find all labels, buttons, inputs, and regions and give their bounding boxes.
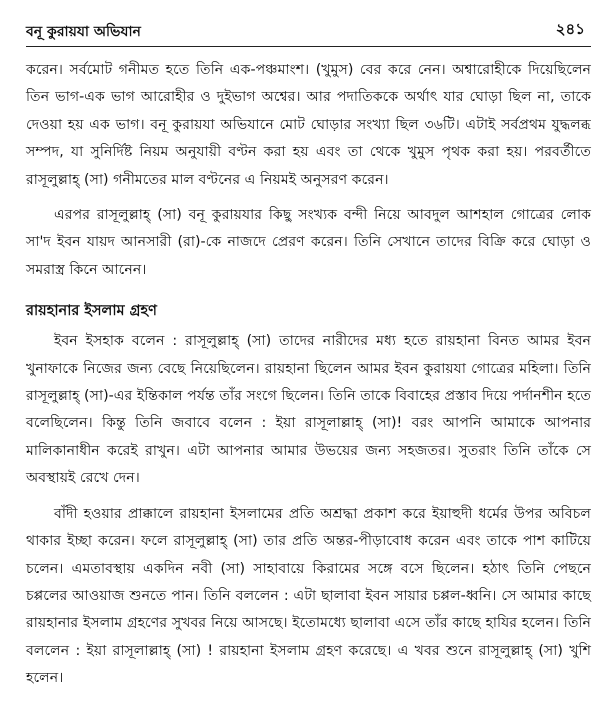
paragraph-1: করেন। সর্বমোট গনীমত হতে তিনি এক-পঞ্চমাংশ। (খুমুস) বের করে নেন। অশ্বারোহীকে দিয়েছিলেন তিন ভাগ-এক ভাগ আরোহীর ও দুইভাগ অশ্বের। আর পদাতিককে অর্থাৎ যার ঘোড়া ছিল না, তাকে দেওয়া হয় এক ভাগ। বনূ কুরায়যা অভিযানে মোট ঘোড়ার সংখ্যা ছিল ৩৬টি। এটাই সর্বপ্রথম যুদ্ধলব্ধ সম্পদ, যা সুনির্দিষ্ট নিয়ম অনুযায়ী বণ্টন করা হয় এবং তা থেকে খুমুস পৃথক করা হয়। পরবর্তীতে রাসূলুল্লাহ্‌ (সা) গনীমতের মাল বণ্টনের এ নিয়মই অনুসরণ করেন। (26, 62, 591, 188)
page-header (26, 18, 591, 47)
section-heading: রায়হানার ইসলাম গ্রহণ (26, 303, 157, 320)
page-number: ২৪১ (555, 20, 585, 38)
running-title: বনূ কুরায়যা অভিযান (26, 24, 141, 40)
paragraph-3: ইবন ইসহাক বলেন : রাসূলুল্লাহ্‌ (সা) তাদের নারীদের মধ্য হতে রায়হানা বিনত আমর ইবন খুনাফাকে নিজের জন্য বেছে নিয়েছিলেন। রায়হানা ছিলেন আমর ইবন কুরায়যা গোত্রের মহিলা। তিনি রাসূলুল্লাহ্‌ (সা)-এর ইন্তিকাল পর্যন্ত তাঁর সংগে ছিলেন। তিনি তাকে বিবাহের প্রস্তাব দিয়ে পর্দানশীন হতে বলেছিলেন। কিন্তু তিনি জবাবে বলেন : ইয়া রাসূলাল্লাহ্‌ (সা)! বরং আপনি আমাকে আপনার মালিকানাধীন করেই রাখুন। এটা আপনার আমার উভয়ের জন্য সহজতর। সুতরাং তিনি তাঁকে সে অবস্থায়ই রেখে দেন। (26, 333, 591, 487)
paragraph-2: এরপর রাসূলুল্লাহ্‌ (সা) বনূ কুরায়যার কিছু সংখ্যক বন্দী নিয়ে আবদুল আশহাল গোত্রের লোক সা'দ ইবন যায়দ আনসারী (রা)-কে নাজদে প্রেরণ করেন। তিনি সেখানে তাদের বিক্রি করে ঘোড়া ও সমরাস্ত্র কিনে আনেন। (26, 207, 591, 278)
paragraph-4: বাঁদী হওয়ার প্রাক্কালে রায়হানা ইসলামের প্রতি অশ্রদ্ধা প্রকাশ করে ইয়াহুদী ধর্মের উপর অবিচল থাকার ইচ্ছা করেন। ফলে রাসূলুল্লাহ্‌ (সা) তার প্রতি অন্তর-পীড়াবোধ করেন এবং তাকে পাশ কাটিয়ে চলেন। এমতাবস্থায় একদিন নবী (সা) সাহাবায়ে কিরামের সঙ্গে বসে ছিলেন। হঠাৎ তিনি পেছনে চপ্পলের আওয়াজ শুনতে পান। তিনি বললেন : এটা ছালাবা ইবন সায়ার চপ্পল-ধ্বনি। সে আমার কাছে রায়হানার ইসলাম গ্রহণের সুখবর নিয়ে আসছে। ইতোমধ্যে ছালাবা এসে তাঁর কাছে হাযির হলেন। তিনি বললেন : ইয়া রাসূলাল্লাহ্‌ (সা) ! রায়হানা ইসলাম গ্রহণ করেছে। এ খবর শুনে রাসূলুল্লাহ্‌ (সা) খুশি হলেন। (26, 505, 591, 687)
